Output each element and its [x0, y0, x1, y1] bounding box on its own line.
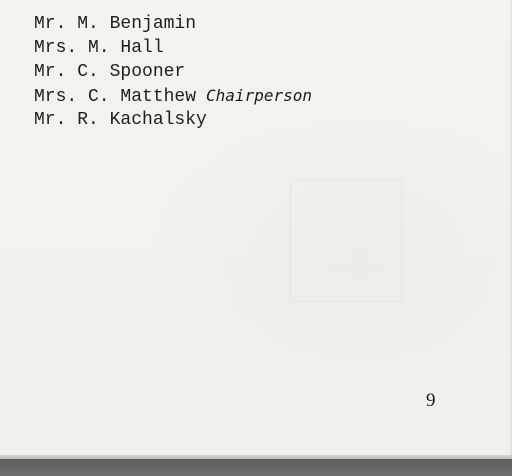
member-name: Mrs. M. Hall: [34, 38, 164, 58]
member-line: [34, 12, 312, 36]
scanner-background-strip: [0, 459, 512, 476]
member-line: [34, 108, 312, 132]
member-name: Mr. M. Benjamin: [34, 14, 197, 34]
member-name: Mr. R. Kachalsky: [34, 110, 207, 130]
member-role: Chairperson: [206, 86, 312, 105]
show-through-mark: [290, 180, 402, 302]
member-line: [34, 60, 312, 84]
committee-member-list: [34, 12, 312, 132]
member-name: Mrs. C. Matthew: [34, 87, 197, 107]
member-line: [34, 84, 312, 108]
member-line: [34, 36, 312, 60]
member-name: Mr. C. Spooner: [34, 62, 186, 82]
page-number: 9: [426, 390, 436, 411]
